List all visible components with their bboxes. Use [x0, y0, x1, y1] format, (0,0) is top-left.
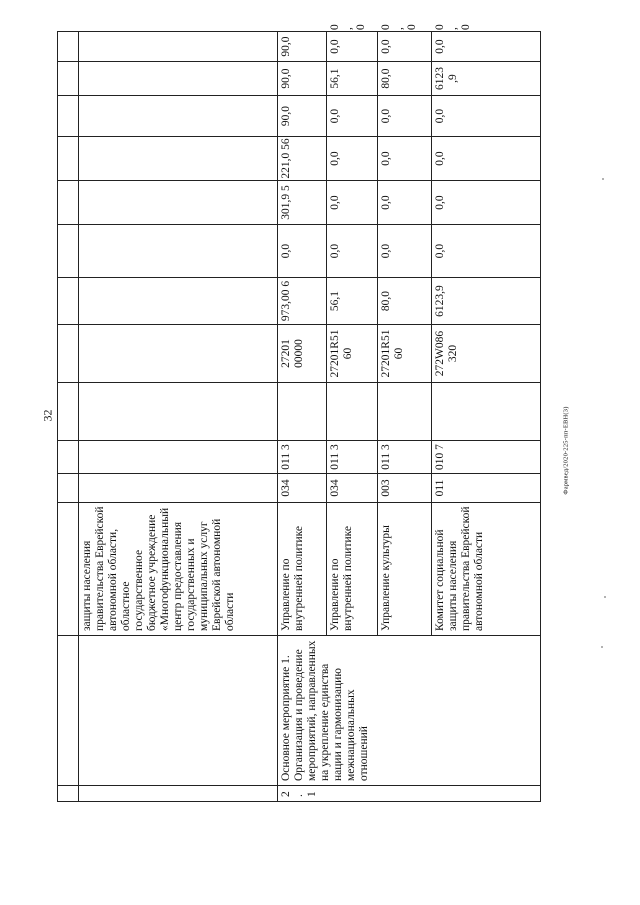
table-row: Управление культуры 003 011 3 27201R51 60 80,0 0,0 0,0 0,0 0,0 80,0 0,0 0,0: [378, 32, 432, 802]
table-cell: 0,0: [432, 225, 541, 278]
table-cell: 0,0: [327, 32, 378, 62]
table-cell: 221,0 56: [278, 137, 327, 181]
table-cell: 56,1: [327, 278, 378, 325]
table-cell: [79, 441, 278, 474]
table-cell: [58, 786, 79, 802]
scan-speck: [604, 596, 606, 598]
table-cell: 011: [432, 474, 541, 503]
table-cell: 0,0: [327, 181, 378, 225]
table-cell: 0,0: [327, 96, 378, 137]
table-cell: 003: [378, 474, 432, 503]
table-cell: [432, 383, 541, 441]
table-cell: [79, 278, 278, 325]
table-cell: [327, 383, 378, 441]
table-cell: 973,00 6: [278, 278, 327, 325]
table-cell: 6123,9: [432, 278, 541, 325]
table-cell: 0,0: [432, 181, 541, 225]
scan-speck: [601, 646, 603, 648]
table-row: [278, 32, 327, 802]
executor-cell: Комитет социальной защиты населения правительства Еврейской автономной области: [432, 503, 541, 636]
table-cell: [58, 325, 79, 383]
scan-speck: [602, 178, 604, 180]
table-cell: 0,0: [327, 225, 378, 278]
table-cell: 27201 00000: [278, 325, 327, 383]
table-cell: [58, 474, 79, 503]
executor-cell: Управление по внутренней политике: [278, 503, 327, 636]
table-cell: [79, 325, 278, 383]
table-cell: [79, 62, 278, 96]
table-cell: [58, 441, 79, 474]
table-cell: 0,0: [378, 181, 432, 225]
table-cell: [79, 137, 278, 181]
table-cell: 90,0: [278, 96, 327, 137]
table-cell: [58, 181, 79, 225]
table-cell: 301,9 5: [278, 181, 327, 225]
table-cell: [79, 96, 278, 137]
table-cell: [79, 636, 278, 786]
table-cell: 6123 ,9: [432, 62, 541, 96]
footer-document-code: Фармвед/2020-225-пп-ЕВН(3): [562, 406, 570, 495]
table-cell: [58, 32, 79, 62]
table-cell: [79, 32, 278, 62]
table-cell: [79, 474, 278, 503]
table-cell: [58, 225, 79, 278]
table-cell: 0,0: [432, 96, 541, 137]
table-cell: 272W086 320: [432, 325, 541, 383]
table-cell: [378, 383, 432, 441]
table-cell: [58, 636, 79, 786]
table-cell: 27201R51 60: [327, 325, 378, 383]
table-cell: 80,0: [378, 278, 432, 325]
table-cell: 0,0: [378, 96, 432, 137]
section-number: 2.1: [278, 786, 541, 802]
executor-cell: Управление культуры: [378, 503, 432, 636]
table-cell: [58, 278, 79, 325]
table-cell: 0,0: [378, 137, 432, 181]
table-cell: [58, 383, 79, 441]
table-cell: 56,1: [327, 62, 378, 96]
table-cell: 0,0: [432, 137, 541, 181]
rotated-table-container: [57, 24, 540, 802]
table-cell: 011 3: [327, 441, 378, 474]
section-title: Основное мероприятие 1. Организация и проведение мероприятий, направленных на укрепление единства нации и гармонизацию межнациональных отношений: [278, 636, 541, 786]
table-row: [58, 32, 79, 802]
table-cell: [278, 383, 327, 441]
table-cell: 0,0: [378, 225, 432, 278]
executor-cell: Управление по внутренней политике: [327, 503, 378, 636]
budget-table-frame: [57, 24, 540, 802]
table-cell: [58, 503, 79, 636]
table-row: [79, 32, 278, 802]
table-cell: [79, 181, 278, 225]
budget-table: [57, 24, 541, 802]
table-cell: 010 7: [432, 441, 541, 474]
table-cell: 011 3: [278, 441, 327, 474]
table-cell: 0,0: [327, 137, 378, 181]
table-cell: 0,0: [278, 225, 327, 278]
table-cell: 034: [278, 474, 327, 503]
table-cell: [58, 137, 79, 181]
executor-cell: защиты населения правительства Еврейской автономной области, областное государственное бюджетное учреждение «Многофункциональный центр предоставления государственных и муниципальных услуг Еврейской автономной области: [79, 503, 278, 636]
table-cell: 0,0: [378, 32, 432, 62]
table-cell: 034: [327, 474, 378, 503]
table-cell: 90,0: [278, 62, 327, 96]
table-cell: [58, 62, 79, 96]
table-cell: 80,0: [378, 62, 432, 96]
table-cell: [79, 786, 278, 802]
table-cell: 90,0: [278, 32, 327, 62]
table-cell: 27201R51 60: [378, 325, 432, 383]
page-number: 32: [40, 409, 55, 422]
table-row: Управление по внутренней политике 034 011 3 27201R51 60 56,1 0,0 0,0 0,0 0,0 56,1 0,0 0,0: [327, 32, 378, 802]
table-cell: 011 3: [378, 441, 432, 474]
table-row: Комитет социальной защиты населения правительства Еврейской автономной области 011 010 7 272W086 320 6123,9 0,0 0,0 0,0 0,0 6123 ,9 0,0 0,0: [432, 32, 541, 802]
table-cell: 0,0: [432, 32, 541, 62]
table-cell: [79, 383, 278, 441]
table-cell: [58, 96, 79, 137]
table-cell: [79, 225, 278, 278]
